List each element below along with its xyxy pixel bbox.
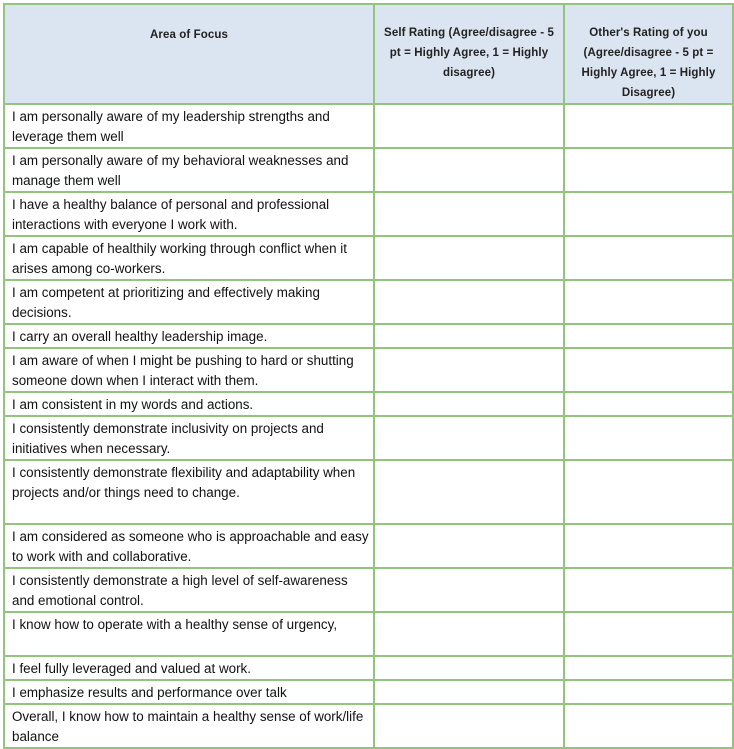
others-rating-cell[interactable]	[564, 324, 733, 348]
self-rating-cell[interactable]	[374, 704, 564, 748]
others-rating-cell[interactable]	[564, 104, 733, 148]
table-row	[4, 460, 733, 524]
table-row	[4, 104, 733, 148]
others-rating-cell[interactable]	[564, 612, 733, 656]
self-rating-cell[interactable]	[374, 324, 564, 348]
self-rating-cell[interactable]	[374, 416, 564, 460]
header-row	[4, 4, 733, 104]
statement-cell: I have a healthy balance of personal and professional interactions with everyone I work with.	[4, 192, 374, 236]
self-assessment-table	[3, 3, 734, 749]
area-of-focus-header-label: Area of Focus	[150, 29, 228, 41]
self-rating-cell[interactable]	[374, 392, 564, 416]
self-rating-cell[interactable]	[374, 460, 564, 524]
self-rating-cell[interactable]	[374, 192, 564, 236]
others-rating-cell[interactable]	[564, 416, 733, 460]
others-rating-header	[564, 4, 733, 104]
statement-cell: I am competent at prioritizing and effectively making decisions.	[4, 280, 374, 324]
self-rating-cell[interactable]	[374, 148, 564, 192]
others-rating-cell[interactable]	[564, 392, 733, 416]
statement-cell: I am considered as someone who is approachable and easy to work with and collaborative.	[4, 524, 374, 568]
self-rating-header-label: Self Rating (Agree/disagree - 5 pt = Highly Agree, 1 = Highly disagree)	[384, 27, 554, 79]
self-rating-cell[interactable]	[374, 348, 564, 392]
table-row	[4, 192, 733, 236]
others-rating-header-label: Other's Rating of you (Agree/disagree - 5 pt = Highly Agree, 1 = Highly Disagree)	[581, 27, 716, 99]
self-rating-cell[interactable]	[374, 524, 564, 568]
area-of-focus-header	[4, 4, 374, 104]
statement-cell: Overall, I know how to maintain a healthy sense of work/life balance	[4, 704, 374, 748]
self-rating-cell[interactable]	[374, 280, 564, 324]
others-rating-cell[interactable]	[564, 280, 733, 324]
table-row	[4, 280, 733, 324]
statement-cell: I know how to operate with a healthy sense of urgency,	[4, 612, 374, 656]
statement-cell: I carry an overall healthy leadership image.	[4, 324, 374, 348]
table-row	[4, 392, 733, 416]
table-row	[4, 656, 733, 680]
others-rating-cell[interactable]	[564, 704, 733, 748]
table-row	[4, 612, 733, 656]
statement-cell: I consistently demonstrate a high level of self-awareness and emotional control.	[4, 568, 374, 612]
self-rating-cell[interactable]	[374, 656, 564, 680]
self-rating-cell[interactable]	[374, 236, 564, 280]
others-rating-cell[interactable]	[564, 460, 733, 524]
table-row	[4, 568, 733, 612]
others-rating-cell[interactable]	[564, 148, 733, 192]
table-row	[4, 524, 733, 568]
statement-cell: I consistently demonstrate flexibility and adaptability when projects and/or things need to change.	[4, 460, 374, 524]
statement-cell: I am personally aware of my leadership strengths and leverage them well	[4, 104, 374, 148]
self-rating-cell[interactable]	[374, 104, 564, 148]
others-rating-cell[interactable]	[564, 348, 733, 392]
table-row	[4, 236, 733, 280]
statement-cell: I am consistent in my words and actions.	[4, 392, 374, 416]
self-rating-header	[374, 4, 564, 104]
table-row	[4, 324, 733, 348]
table-row	[4, 704, 733, 748]
table-row	[4, 680, 733, 704]
statement-cell: I emphasize results and performance over talk	[4, 680, 374, 704]
self-rating-cell[interactable]	[374, 612, 564, 656]
statement-cell: I consistently demonstrate inclusivity on projects and initiatives when necessary.	[4, 416, 374, 460]
statement-cell: I feel fully leveraged and valued at work.	[4, 656, 374, 680]
statement-cell: I am personally aware of my behavioral weaknesses and manage them well	[4, 148, 374, 192]
statement-cell: I am aware of when I might be pushing to hard or shutting someone down when I interact with them.	[4, 348, 374, 392]
statement-cell: I am capable of healthily working through conflict when it arises among co-workers.	[4, 236, 374, 280]
others-rating-cell[interactable]	[564, 656, 733, 680]
others-rating-cell[interactable]	[564, 524, 733, 568]
others-rating-cell[interactable]	[564, 192, 733, 236]
self-rating-cell[interactable]	[374, 568, 564, 612]
table-row	[4, 416, 733, 460]
table-row	[4, 348, 733, 392]
others-rating-cell[interactable]	[564, 680, 733, 704]
others-rating-cell[interactable]	[564, 568, 733, 612]
self-rating-cell[interactable]	[374, 680, 564, 704]
others-rating-cell[interactable]	[564, 236, 733, 280]
table-row	[4, 148, 733, 192]
